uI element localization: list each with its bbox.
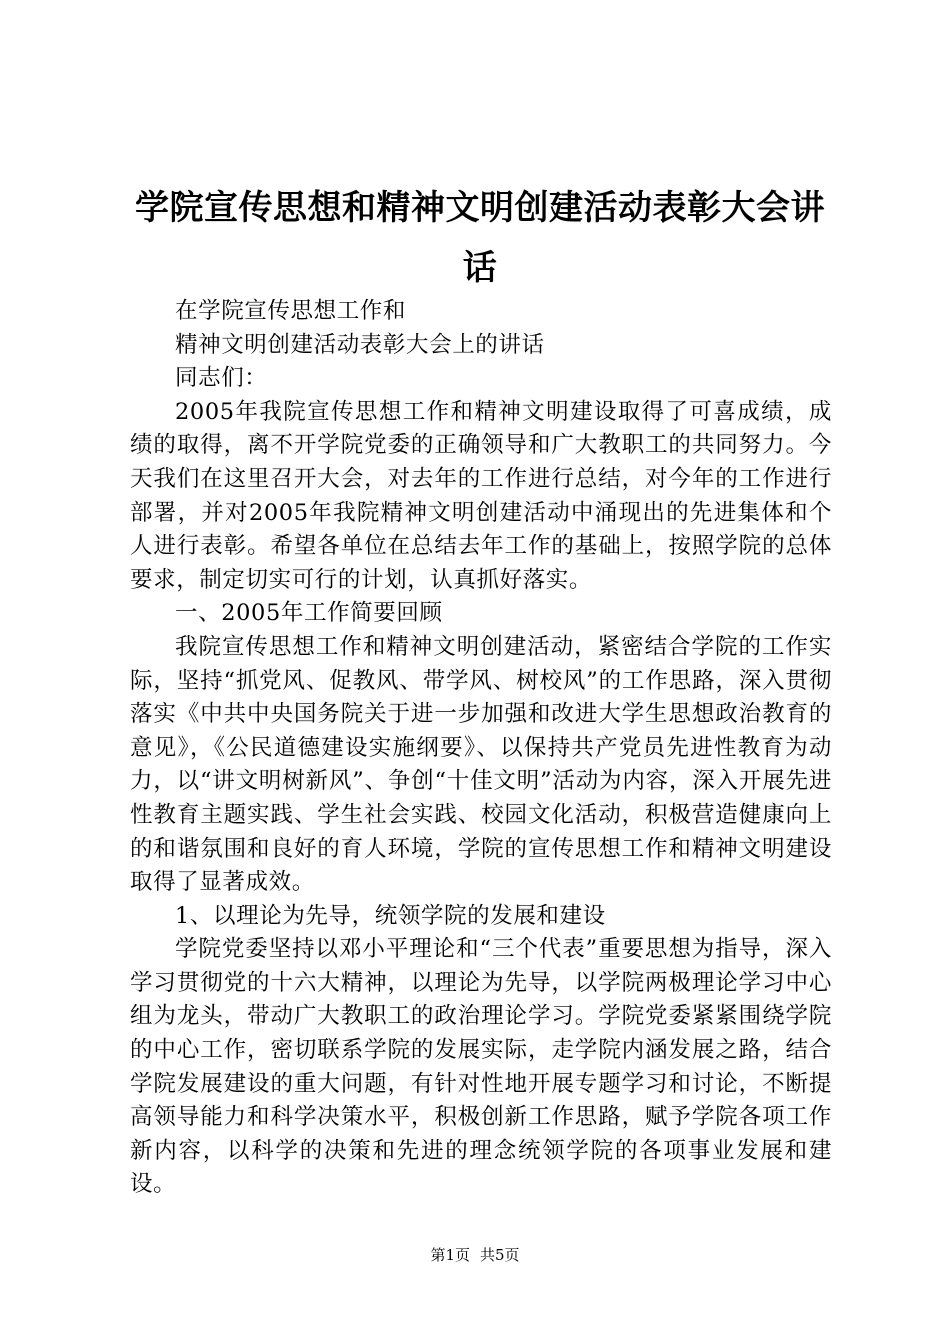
subsection-heading-theory: 1、以理论为先导，统领学院的发展和建设 [175,902,606,929]
paragraph-intro: 2005年我院宣传思想工作和精神文明建设取得了可喜成绩，成绩的取得，离不开学院党委的正确领导和广大教职工的共同努力。今天我们在这里召开大会，对去年的工作进行总结，对今年的工作进行部署，并对2005年我院精神文明创建活动中涌现出的先进集体和个人进行表彰。希望各单位在总结去年工作的基础上，按照学院的总体要求，制定切实可行的计划，认真抓好落实。 [130,398,832,593]
document-title: 学院宣传思想和精神文明创建活动表彰大会讲话 [135,188,825,288]
paragraph-theory: 学院党委坚持以邓小平理论和“三个代表”重要思想为指导，深入学习贯彻党的十六大精神，以理论为先导，以学院两极理论学习中心组为龙头，带动广大教职工的政治理论学习。学院党委紧紧围绕学院的中心工作，密切联系学院的发展实际，走学院内涵发展之路，结合学院发展建设的重大问题，有针对性地开展专题学习和讨论，不断提高领导能力和科学决策水平，积极创新工作思路，赋予学院各项工作新内容，以科学的决策和先进的理念统领学院的各项事业发展和建设。 [130,936,832,1198]
document-body [130,295,832,1202]
paragraph-heading-line-2: 精神文明创建活动表彰大会上的讲话 [175,331,545,358]
page-number-current: 第1页 [430,1246,470,1264]
page-number-total: 共5页 [480,1246,520,1264]
paragraph-heading-line-1: 在学院宣传思想工作和 [175,298,407,324]
page-footer [0,1245,950,1265]
paragraph-review: 我院宣传思想工作和精神文明创建活动，紧密结合学院的工作实际，坚持“抓党风、促教风、带学风、树校风”的工作思路，深入贯彻落实《中共中央国务院关于进一步加强和改进大学生思想政治教育的意见》，《公民道德建设实施纲要》、以保持共产党员先进性教育为动力，以“讲文明树新风”、争创“十佳文明”活动为内容，深入开展先进性教育主题实践、学生社会实践、校园文化活动，积极营造健康向上的和谐氛围和良好的育人环境，学院的宣传思想工作和精神文明建设取得了显著成效。 [130,633,832,896]
paragraph-salutation: 同志们： [175,365,268,392]
section-heading-review: 一、2005年工作简要回顾 [175,600,443,627]
